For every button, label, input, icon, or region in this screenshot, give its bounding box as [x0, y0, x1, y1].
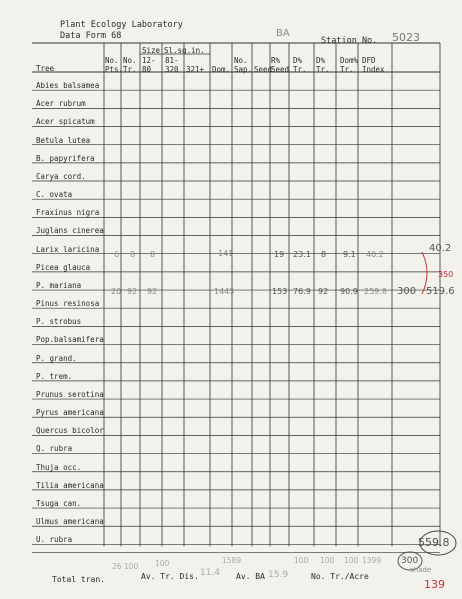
page-stamp-number: 139: [424, 578, 445, 591]
tree-row-label: Pyrus americana: [36, 408, 104, 418]
tree-row-label: Thuja occ.: [36, 462, 82, 472]
tree-row-label: Betula lutea: [36, 135, 91, 145]
mariana-d-tr2: 92: [318, 287, 329, 296]
tree-row-label: C. ovata: [36, 190, 73, 200]
mariana-seed-pct: 153: [272, 287, 288, 296]
col-size-a: 12- 80: [142, 56, 156, 74]
larix-size-a: 8: [150, 250, 156, 259]
col-sqin-c: 321+: [186, 65, 205, 74]
tree-row-label: Quercus bicolor: [36, 426, 104, 436]
tree-row-label: U. rubra: [36, 535, 73, 545]
tree-row-label: Fraxinus nigra: [36, 208, 100, 218]
tree-row-label: Larix laricina: [36, 244, 100, 254]
total-d: 11.4: [200, 568, 221, 578]
circled-shade-note: shade: [410, 566, 432, 574]
mariana-margin: 519.6: [426, 286, 455, 297]
col-sqin-b: 81- 320: [165, 56, 179, 74]
mariana-d-tr: 76.9: [293, 287, 311, 296]
station-label: Station No.: [321, 36, 378, 46]
margin-bracket: [420, 250, 434, 296]
mariana-dfd: 259.8: [364, 287, 387, 296]
mariana-dfd2: 300: [397, 286, 417, 297]
tree-row-label: P. trem.: [36, 371, 73, 381]
tree-row-label: P. strobus: [36, 317, 82, 327]
total-f: 100: [294, 556, 309, 565]
col-dom-pct: Dom% Tr.: [340, 56, 359, 74]
col-no-tr: No. Tr.: [123, 56, 137, 74]
larix-dom: 141: [218, 249, 234, 258]
form-number: Data Form 68: [60, 31, 122, 41]
col-no-sap: No. Sap.: [234, 56, 253, 74]
larix-seed-pct: 19: [274, 250, 285, 259]
tree-row-label: P. mariana: [36, 280, 82, 290]
circled-300: 300: [401, 556, 419, 566]
mariana-tr: 92: [127, 287, 138, 296]
col-dfd-index: DFD Index: [362, 56, 385, 74]
tree-row-label: Picea glauca: [36, 262, 91, 272]
total-e: 15.9: [268, 570, 289, 580]
circled-big-value: 559.8: [418, 536, 450, 549]
tree-row-label: Prunus serotina: [36, 389, 104, 399]
mariana-dom-pct: 90.9: [340, 287, 358, 296]
tree-row-label: Abies balsamea: [36, 81, 100, 90]
total-c: 1589: [222, 556, 242, 565]
larix-d-tr: 23.1: [293, 250, 311, 259]
mariana-size-a: 92: [147, 287, 158, 296]
tree-row-label: B. papyrifera: [36, 153, 95, 163]
tree-row-label: Juglans cinerea: [36, 226, 104, 236]
station-value: 5023: [392, 31, 420, 44]
tree-row-label: Tilia americana: [36, 480, 104, 490]
total-g: 100: [320, 556, 335, 565]
total-h: 100: [344, 556, 359, 565]
col-dom: Dom.: [212, 65, 231, 74]
col-sqin-group: Sl.sq.in.: [164, 46, 205, 55]
tree-row-label: P. grand.: [36, 353, 77, 363]
footer-no-tr-acre: No. Tr./Acre: [311, 572, 369, 581]
footer-av-ba: Av. BA: [236, 572, 265, 581]
col-size-group: Size: [142, 46, 161, 55]
larix-d-tr2: 8: [321, 250, 327, 259]
larix-pts: 6: [114, 250, 120, 259]
col-d-pct-tr2: D% Tr.: [316, 56, 330, 74]
col-d-pct-tr: D% Tr.: [293, 56, 307, 74]
lab-title: Plant Ecology Laboratory: [60, 20, 183, 30]
larix-dfd: 40.2: [366, 250, 384, 259]
footer-total-tran: Total tran.: [52, 575, 105, 584]
margin-red-note: 350: [438, 270, 454, 279]
handwritten-top-note: BA: [276, 28, 290, 39]
tree-row-label: Q. rubra: [36, 444, 73, 454]
larix-dom-pct: 9.1: [343, 250, 356, 259]
total-b: 100: [155, 559, 170, 568]
col-tree: Tree: [36, 64, 55, 73]
larix-margin: 40.2: [429, 243, 452, 254]
footer-av-tr-dis: Av. Tr. Dis.: [141, 572, 199, 581]
tree-row-label: Tsuga can.: [36, 498, 82, 508]
tree-row-label: Pop.balsamifera: [36, 335, 104, 345]
tree-row-label: Acer rubrum: [36, 99, 86, 109]
mariana-dom: 1445: [214, 287, 235, 296]
col-pct-seed: R% Seed: [271, 56, 290, 74]
mariana-pts: 20: [111, 287, 122, 296]
larix-tr: 8: [130, 250, 136, 259]
total-a: 26 100: [112, 562, 139, 571]
col-seed: Seed: [254, 65, 273, 74]
col-no-pts: No. Pts.: [105, 56, 124, 74]
tree-row-label: Ulmus americana: [36, 517, 104, 527]
total-i: 1399: [362, 556, 382, 565]
tree-row-label: Carya cord.: [36, 171, 86, 181]
tree-row-label: Acer spicatum: [36, 117, 95, 127]
tree-row-label: Pinus resinosa: [36, 299, 100, 309]
